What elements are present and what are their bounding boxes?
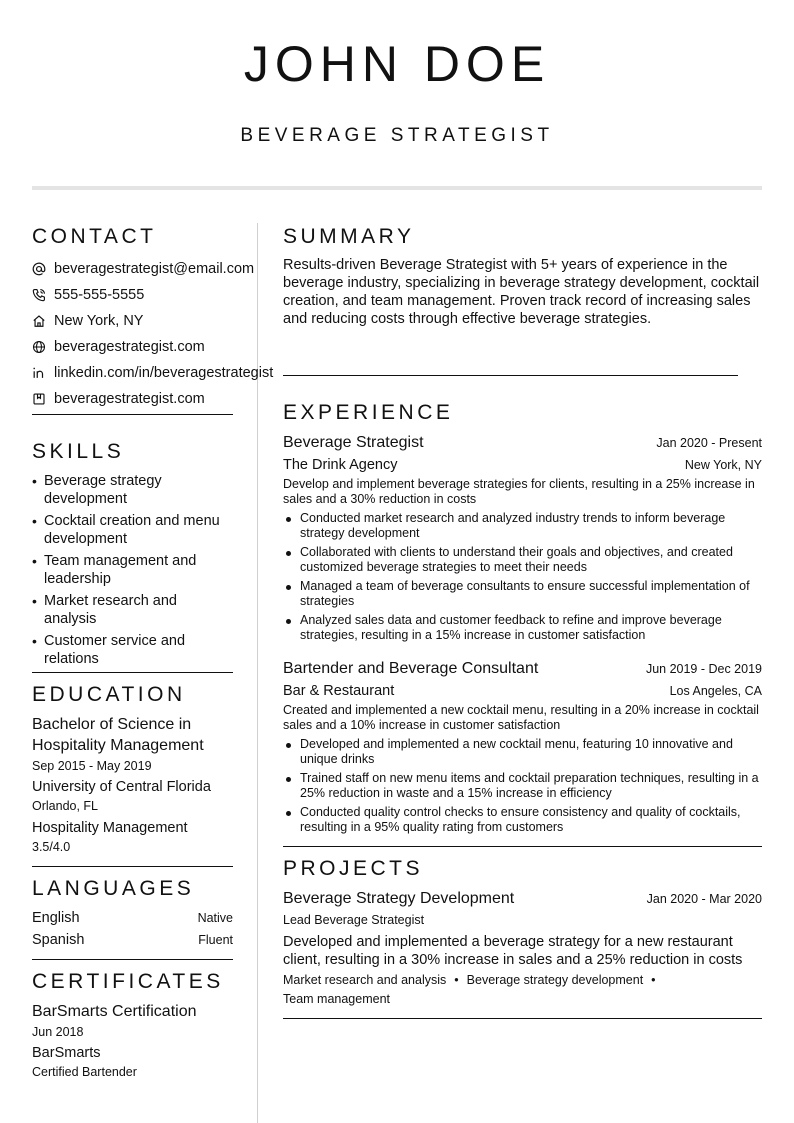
project-dates: Jan 2020 - Mar 2020 bbox=[646, 892, 762, 906]
job-entry bbox=[283, 432, 762, 643]
experience-divider bbox=[283, 846, 762, 847]
skills-section bbox=[32, 439, 233, 673]
education-degree: Bachelor of Science in Hospitality Management bbox=[32, 716, 204, 754]
project-tags bbox=[283, 971, 762, 1009]
contact-website[interactable] bbox=[32, 334, 233, 360]
tag-separator: • bbox=[651, 973, 656, 987]
job-bullet: Managed a team of beverage consultants to ensure successful implementation of strategies bbox=[283, 579, 762, 609]
job-title: Bartender and Beverage Consultant bbox=[283, 660, 539, 677]
education-heading: EDUCATION bbox=[32, 683, 186, 706]
contact-phone[interactable] bbox=[32, 282, 233, 308]
projects-section bbox=[283, 856, 762, 1019]
job-location: New York, NY bbox=[684, 458, 762, 472]
job-bullet: Trained staff on new menu items and cocktail preparation techniques, resulting in a 25% reduction in waste and a 15% increase in efficiency bbox=[283, 771, 762, 801]
languages-section bbox=[32, 876, 233, 960]
project-entry bbox=[283, 888, 762, 1009]
education-school: University of Central Florida bbox=[32, 779, 211, 795]
skill-item: • Customer service and relations bbox=[32, 632, 233, 668]
job-dates: Jun 2019 - Dec 2019 bbox=[645, 662, 762, 676]
phone-icon bbox=[32, 288, 46, 302]
job-bullets bbox=[283, 737, 762, 835]
tag-separator: • bbox=[454, 973, 459, 987]
contact-location-text: New York, NY bbox=[54, 313, 144, 329]
projects-heading: PROJECTS bbox=[283, 857, 424, 880]
contact-list bbox=[32, 256, 274, 412]
contact-website-text: beveragestrategist.com bbox=[54, 339, 205, 355]
candidate-name: JOHN DOE bbox=[243, 36, 551, 92]
contact-email[interactable] bbox=[32, 256, 255, 282]
job-description: Develop and implement beverage strategies for clients, resulting in a 25% increase in sales and a 30% reduction in costs bbox=[283, 477, 755, 506]
at-icon bbox=[32, 262, 46, 276]
education-field: Hospitality Management bbox=[32, 820, 188, 836]
education-divider bbox=[32, 866, 233, 867]
contact-phone-text: 555-555-5555 bbox=[54, 287, 145, 303]
job-header bbox=[283, 658, 762, 680]
contact-location bbox=[32, 308, 233, 334]
languages-list bbox=[32, 907, 233, 951]
languages-divider bbox=[32, 959, 233, 960]
certificates-heading: CERTIFICATES bbox=[32, 970, 224, 993]
project-tag: Team management bbox=[283, 992, 391, 1006]
contact-linkedin-text: linkedin.com/in/beveragestrategist bbox=[54, 365, 274, 381]
skills-heading: SKILLS bbox=[32, 440, 125, 463]
project-description: Developed and implemented a beverage strategy for a new restaurant client, resulting in a 30% increase in sales and a 25% reduction in costs bbox=[283, 934, 743, 968]
column-divider bbox=[257, 223, 258, 1123]
certificates-section bbox=[32, 969, 233, 1081]
linkedin-icon bbox=[32, 366, 46, 380]
project-header bbox=[283, 888, 762, 910]
bookmark-icon bbox=[32, 392, 46, 406]
right-column bbox=[283, 224, 762, 1019]
language-name: English bbox=[32, 910, 80, 926]
contact-heading: CONTACT bbox=[32, 225, 157, 248]
job-dates: Jan 2020 - Present bbox=[656, 436, 762, 450]
skills-divider bbox=[32, 672, 233, 673]
skill-item: • Market research and analysis bbox=[32, 592, 233, 628]
summary-divider bbox=[283, 375, 738, 376]
certificate-date: Jun 2018 bbox=[32, 1025, 84, 1039]
job-bullet: Collaborated with clients to understand their goals and objectives, and created customized beverage strategies to meet their needs bbox=[283, 545, 762, 575]
education-gpa: 3.5/4.0 bbox=[32, 840, 71, 854]
education-section bbox=[32, 682, 233, 867]
contact-linkedin[interactable] bbox=[32, 360, 274, 386]
education-dates: Sep 2015 - May 2019 bbox=[32, 759, 152, 773]
job-bullet: Conducted market research and analyzed industry trends to inform beverage strategy development bbox=[283, 511, 762, 541]
summary-section bbox=[283, 224, 762, 376]
contact-divider bbox=[32, 414, 233, 415]
job-header bbox=[283, 432, 762, 454]
education-location: Orlando, FL bbox=[32, 799, 99, 813]
experience-heading: EXPERIENCE bbox=[283, 401, 454, 424]
certificate-detail: Certified Bartender bbox=[32, 1065, 137, 1079]
project-tag: Beverage strategy development bbox=[466, 973, 644, 987]
home-icon bbox=[32, 314, 46, 328]
job-bullet: Developed and implemented a new cocktail menu, featuring 10 innovative and unique drinks bbox=[283, 737, 762, 767]
globe-icon bbox=[32, 340, 46, 354]
job-company: The Drink Agency bbox=[283, 457, 398, 473]
project-title: Beverage Strategy Development bbox=[283, 890, 515, 907]
job-bullets bbox=[283, 511, 762, 643]
project-role: Lead Beverage Strategist bbox=[283, 913, 425, 927]
certificate-issuer: BarSmarts bbox=[32, 1045, 101, 1061]
job-company: Bar & Restaurant bbox=[283, 683, 395, 699]
candidate-title: BEVERAGE STRATEGIST bbox=[240, 125, 554, 146]
summary-heading: SUMMARY bbox=[283, 225, 415, 248]
job-subheader bbox=[283, 680, 762, 702]
skill-item: • Beverage strategy development bbox=[32, 472, 233, 508]
contact-section bbox=[32, 224, 274, 415]
job-description: Created and implemented a new cocktail menu, resulting in a 20% increase in cocktail sales and a 10% increase in customer satisfaction bbox=[283, 703, 759, 732]
language-name: Spanish bbox=[32, 932, 85, 948]
language-level: Fluent bbox=[198, 933, 233, 947]
language-row bbox=[32, 929, 233, 951]
job-bullet: Analyzed sales data and customer feedback to refine and improve beverage strategies, resulting in a 15% increase in customer satisfaction bbox=[283, 613, 762, 643]
job-entry bbox=[283, 658, 762, 835]
contact-email-text: beveragestrategist@email.com bbox=[54, 261, 255, 277]
header-divider bbox=[32, 186, 762, 190]
language-row bbox=[32, 907, 233, 929]
job-location: Los Angeles, CA bbox=[669, 684, 762, 698]
contact-portfolio-text: beveragestrategist.com bbox=[54, 391, 205, 407]
projects-divider bbox=[283, 1018, 762, 1019]
summary-text: Results-driven Beverage Strategist with 5+ years of experience in the beverage industry, specializing in beverage strategy development, cocktail creation, and team management. Proven track record of increasing sales and reducing costs through effective beverage strategies. bbox=[283, 257, 760, 327]
skill-item: • Cocktail creation and menu development bbox=[32, 512, 233, 548]
skill-item: • Team management and leadership bbox=[32, 552, 233, 588]
languages-heading: LANGUAGES bbox=[32, 877, 195, 900]
contact-portfolio[interactable] bbox=[32, 386, 233, 412]
job-bullet: Conducted quality control checks to ensure consistency and quality of cocktails, resulting in a 95% quality rating from customers bbox=[283, 805, 762, 835]
experience-section bbox=[283, 400, 762, 847]
job-title: Beverage Strategist bbox=[283, 434, 424, 451]
left-column bbox=[32, 224, 274, 1081]
certificate-name: BarSmarts Certification bbox=[32, 1003, 197, 1020]
job-subheader bbox=[283, 454, 762, 476]
skills-list bbox=[32, 472, 233, 668]
project-tag: Market research and analysis bbox=[283, 973, 447, 987]
language-level: Native bbox=[197, 911, 233, 925]
